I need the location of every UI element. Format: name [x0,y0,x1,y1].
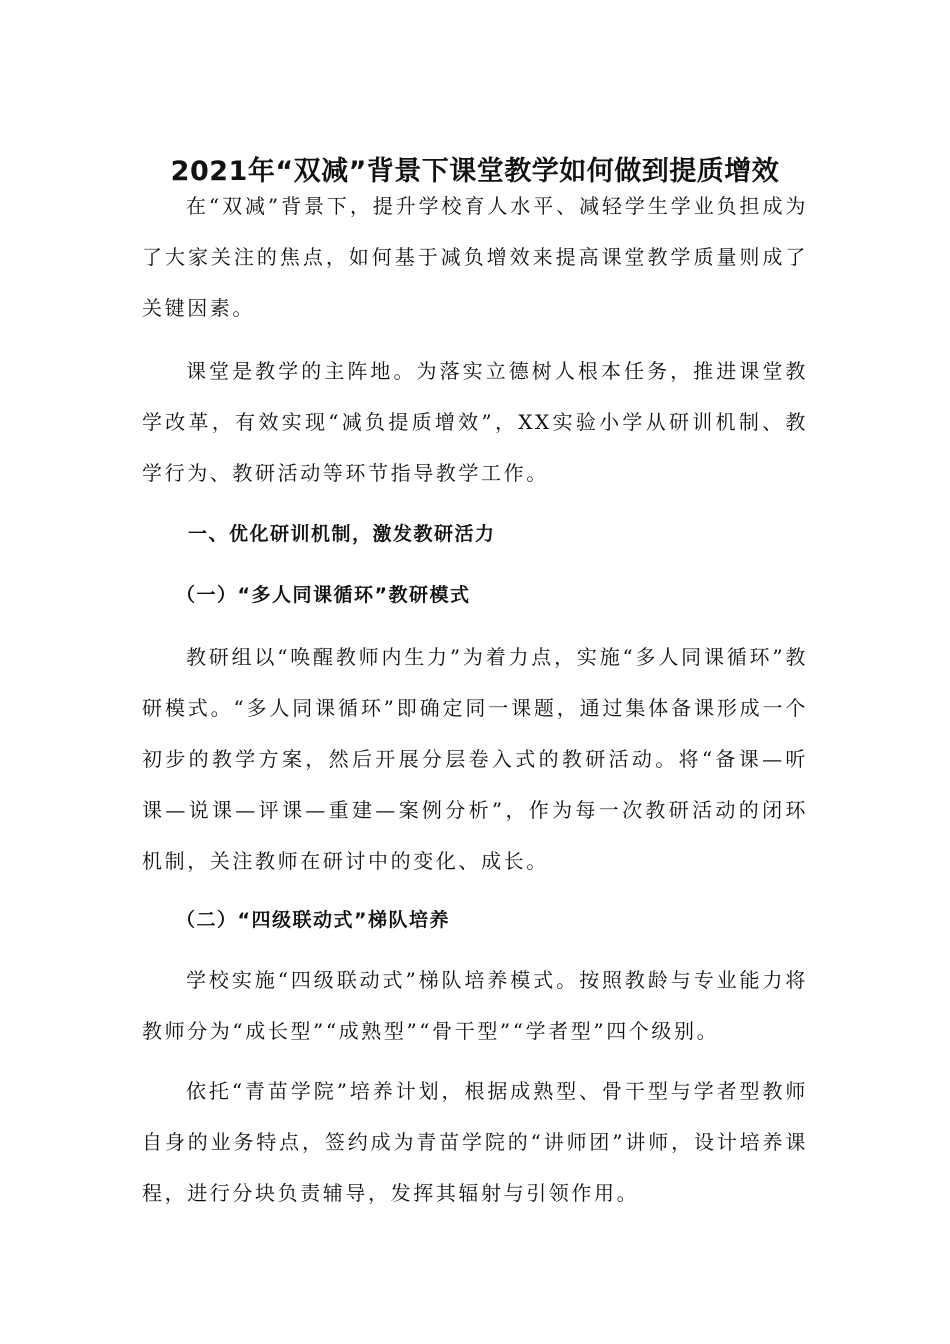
document-title: 2021年“双减”背景下课堂教学如何做到提质增效 [170,156,780,188]
paragraph-qingmiao-academy: 依托“青苗学院”培养计划，根据成熟型、骨干型与学者型教师自身的业务特点，签约成为青苗学院的“讲师团”讲师，设计培养课程，进行分块负责辅导，发挥其辐射与引领作用。 [142,1079,808,1205]
section-heading-1: 一、优化研训机制，激发教研活力 [188,523,496,545]
paragraph-tier-training: 学校实施“四级联动式”梯队培养模式。按照教龄与专业能力将教师分为“成长型”“成熟型”“骨干型”“学者型”四个级别。 [142,968,808,1043]
subsection-heading-1: （一）“多人同课循环”教研模式 [176,584,471,606]
paragraph-research-model: 教研组以“唤醒教师内生力”为着力点，实施“多人同课循环”教研模式。“多人同课循环”即确定同一课题，通过集体备课形成一个初步的教学方案，然后开展分层卷入式的教研活动。将“备课—听课—说课—评课—重建—案例分析”，作为每一次教研活动的闭环机制，关注教师在研讨中的变化、成长。 [142,645,808,873]
subsection-heading-2: （二）“四级联动式”梯队培养 [176,909,450,931]
paragraph-intro: 在“双减”背景下，提升学校育人水平、减轻学生学业负担成为了大家关注的焦点，如何基于减负增效来提高课堂教学质量则成了关键因素。 [142,194,808,320]
paragraph-classroom: 课堂是教学的主阵地。为落实立德树人根本任务，推进课堂教学改革，有效实现“减负提质增效”，XX实验小学从研训机制、教学行为、教研活动等环节指导教学工作。 [142,359,808,485]
